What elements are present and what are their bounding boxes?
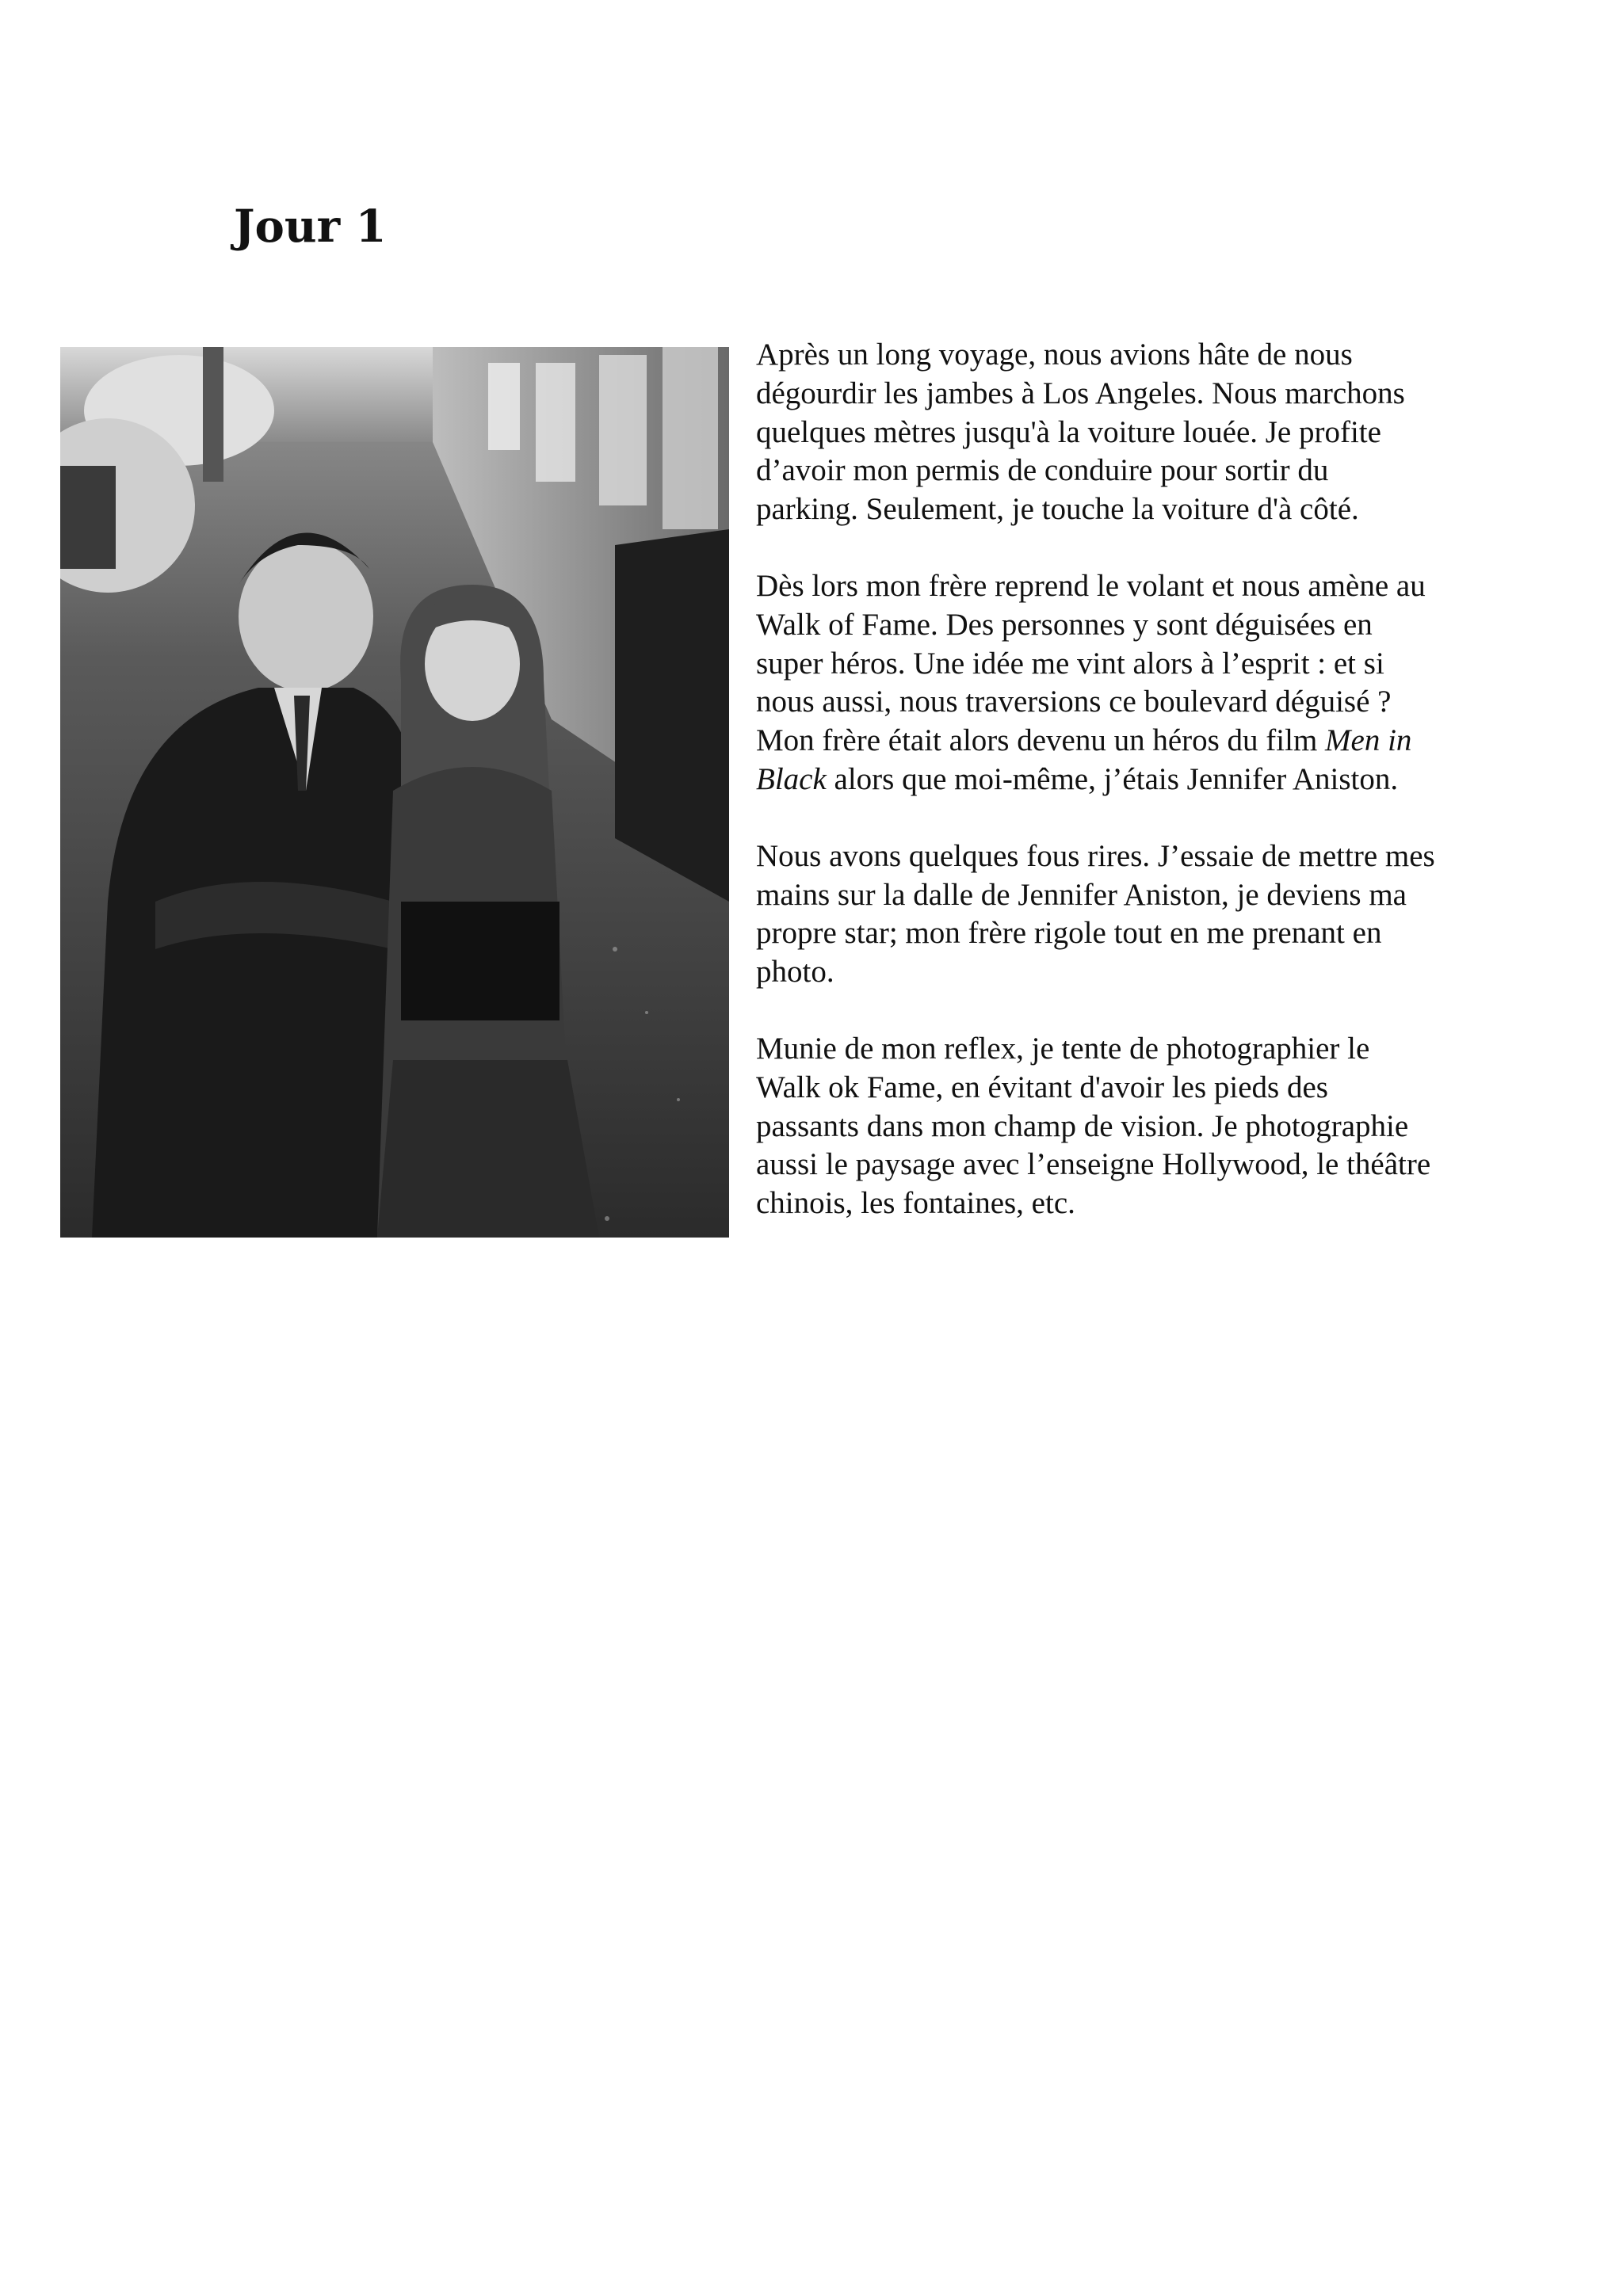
text-line: Walk of Fame. Des personnes y sont déguisées en bbox=[756, 607, 1373, 642]
text-line: quelques mètres jusqu'à la voiture louée. Je profite bbox=[756, 414, 1381, 449]
film-title: Black bbox=[756, 761, 827, 796]
film-title: Men in bbox=[1325, 723, 1412, 758]
text-line: Nous avons quelques fous rires. J’essaie de mettre mes bbox=[756, 838, 1435, 873]
text-line bbox=[756, 722, 1572, 761]
text-line bbox=[756, 761, 1572, 799]
paragraph-1 bbox=[756, 336, 1572, 529]
text-line: dégourdir les jambes à Los Angeles. Nous marchons bbox=[756, 376, 1405, 410]
paragraph-3 bbox=[756, 837, 1572, 992]
text-line: photo. bbox=[756, 955, 834, 990]
text-line: Après un long voyage, nous avions hâte de nous bbox=[756, 338, 1353, 372]
text-line: d’avoir mon permis de conduire pour sortir du bbox=[756, 453, 1329, 488]
text-line: propre star; mon frère rigole tout en me prenant en bbox=[756, 916, 1382, 951]
text-line: passants dans mon champ de vision. Je photographie bbox=[756, 1108, 1409, 1143]
paragraph-2 bbox=[756, 567, 1572, 799]
text-line: Dès lors mon frère reprend le volant et nous amène au bbox=[756, 568, 1426, 603]
article-text bbox=[756, 336, 1572, 1261]
paragraph-4 bbox=[756, 1030, 1572, 1223]
text-line: super héros. Une idée me vint alors à l’esprit : et si bbox=[756, 646, 1384, 681]
text-run: Mon frère était alors devenu un héros du film bbox=[756, 723, 1326, 758]
text-line: Walk ok Fame, en évitant d'avoir les pieds des bbox=[756, 1070, 1328, 1104]
text-line: nous aussi, nous traversions ce boulevard déguisé ? bbox=[756, 685, 1392, 719]
text-run: alors que moi-même, j’étais Jennifer Aniston. bbox=[826, 761, 1399, 796]
photo-illustration bbox=[60, 347, 729, 1238]
text-line: mains sur la dalle de Jennifer Aniston, je deviens ma bbox=[756, 877, 1407, 912]
text-line: parking. Seulement, je touche la voiture d'à côté. bbox=[756, 492, 1359, 527]
page-title: Jour 1 bbox=[234, 200, 387, 253]
text-line: Munie de mon reflex, je tente de photographier le bbox=[756, 1031, 1370, 1066]
photo-two-people-walk-of-fame bbox=[60, 347, 729, 1238]
text-line: chinois, les fontaines, etc. bbox=[756, 1186, 1075, 1221]
text-line: aussi le paysage avec l’enseigne Hollywood, le théâtre bbox=[756, 1147, 1431, 1182]
